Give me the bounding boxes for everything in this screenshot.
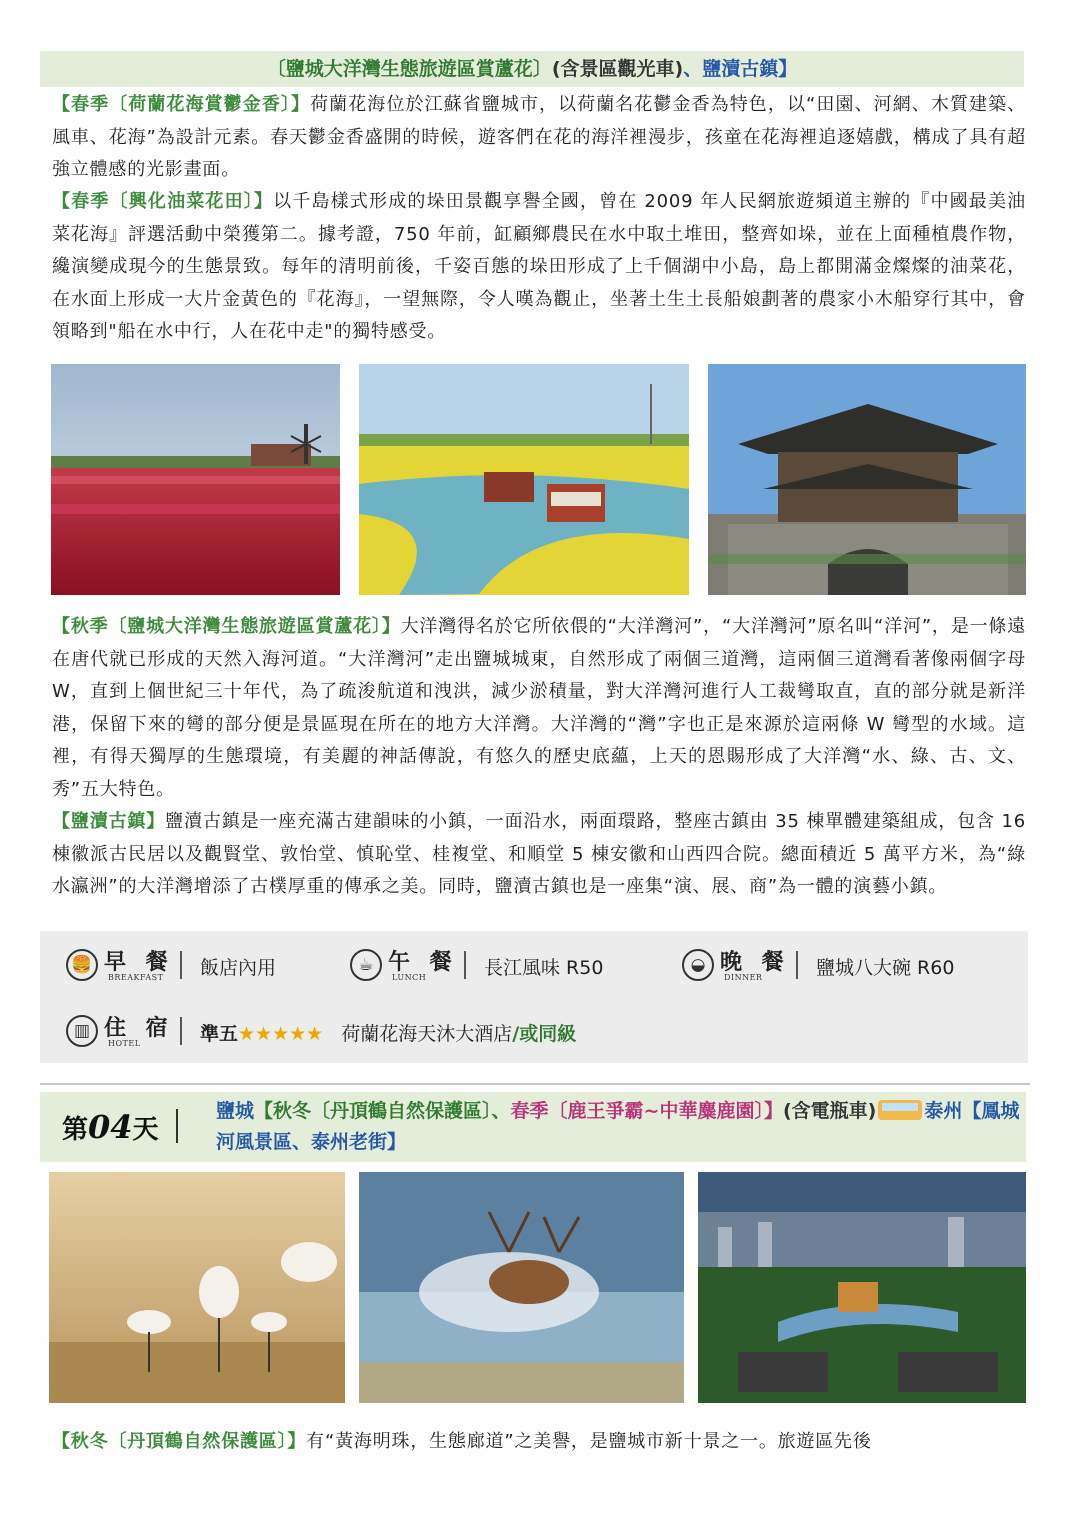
paragraph-title: 【春季〔荷蘭花海賞鬱金香〕】 [52,94,311,115]
hotel-badge [52,1009,176,1053]
meal-breakfast [52,943,352,987]
lunch-label: 午 餐 [388,950,458,975]
separator [180,951,182,979]
separator [176,1109,178,1143]
meals-box [40,931,1028,1063]
paragraph-spring-tulip [52,89,1026,187]
dinner-label-en: DINNER [724,973,763,982]
day-num: 04 [88,1108,133,1146]
day-suffix: 天 [132,1115,159,1145]
paragraph-crane-reserve [52,1426,1026,1459]
day-header [40,1092,1026,1162]
paragraph-autumn-reed [52,611,1026,806]
section-divider [40,1083,1030,1085]
star-rating-icon: ★★★★★ [238,1023,324,1045]
bus-icon [878,1100,922,1120]
day-prefix: 第 [62,1115,89,1145]
header-part1: 〔鹽城大洋灣生態旅遊區賞蘆花〕 [266,58,552,80]
paragraph-title: 【秋季〔鹽城大洋灣生態旅遊區賞蘆花〕】 [52,616,401,637]
paragraph-body: 有“黃海明珠，生態廊道”之美譽，是鹽城市新十景之一。旅遊區先後 [306,1431,872,1452]
paragraph-body: 荷蘭花海位於江蘇省鹽城市，以荷蘭名花鬱金香為特色，以“田園、河網、木質建築、風車、花海”為設計元素。春天鬱金香盛開的時候，遊客們在花的海洋裡漫步，孩童在花海裡追逐嬉戲，構成了具有超強立體感的光影畫面。 [52,94,1026,180]
route-seg2: 春季〔鹿王爭霸~中華麋鹿園〕】 [510,1100,783,1122]
paragraph-body: 以千島樣式形成的垛田景觀享譽全國，曾在 2009 年人民網旅遊頻道主辦的『中國最美油菜花海』評選活動中榮獲第二。據考證，750 年前，缸顧鄉農民在水中取土堆田，整齊如垛，並在上面種植農作物，纔演變成現今的生態景致。每年的清明前後，千姿百態的垛田形成了上千個湖中小島，島上都開滿金燦燦的油菜花，在水面上形成一大片金黃色的『花海』，一望無際，令人嘆為觀止，坐著土生土長船娘劃著的農家小木船穿行其中，會領略到"船在水中行，人在花中走"的獨特感受。 [52,191,1026,342]
header-part2: (含景區觀光車) [551,58,684,80]
photo-tulip-field [51,364,340,595]
hotel-grade: 準五 [200,1023,239,1045]
dinner-badge [668,943,792,987]
hotel-name: 荷蘭花海天沐大酒店 [341,1023,513,1045]
hotel-label-en: HOTEL [108,1039,141,1048]
dinner-value: 鹽城八大碗 R60 [816,957,955,979]
photo-ancient-gate [708,364,1026,595]
route-seg3: (含電瓶車) [782,1100,877,1122]
day-title [216,1096,1022,1158]
photo-rapeseed-boats [359,364,689,595]
separator [180,1017,182,1045]
city-taizhou: 泰州 [924,1100,963,1122]
paragraph-yandu-town [52,806,1026,904]
paragraph-title: 【春季〔興化油菜花田〕】 [52,191,274,212]
photo-milu-deer [359,1172,684,1403]
city-yancheng: 鹽城 [216,1100,255,1122]
breakfast-label: 早 餐 [104,950,174,975]
paragraph-body: 鹽瀆古鎮是一座充滿古建韻味的小鎮，一面沿水，兩面環路，整座古鎮由 35 棟單體建築組成，包含 16 棟徽派古民居以及觀賢堂、敦怡堂、慎恥堂、桂複堂、和順堂 5 棟安徽和山西四合院。總面積近 5 萬平方米，為“綠水瀛洲”的大洋灣增添了古樸厚重的傳承之美。同時，鹽瀆古鎮也是一座集“演、展、商”為一體的演藝小鎮。 [52,811,1026,897]
burger-icon: 🍔 [66,949,98,981]
route-seg4: 【鳳城河風景區、泰州老街】 [216,1100,1020,1153]
separator [464,951,466,979]
meal-lunch [336,943,676,987]
meal-hotel [52,1009,752,1053]
paragraph-spring-rapeseed [52,186,1026,349]
paragraph-title: 【鹽瀆古鎮】 [52,811,166,832]
photo-red-crowned-cranes [49,1172,345,1403]
coffee-cup-icon: ☕ [350,949,382,981]
lunch-label-en: LUNCH [392,973,427,982]
lunch-value: 長江風味 R50 [484,957,604,979]
header-part3: 、鹽瀆古鎮】 [683,58,798,80]
hotel-label: 住 宿 [104,1016,174,1041]
photo-fengcheng-river [698,1172,1026,1403]
paragraph-body: 大洋灣得名於它所依偎的“大洋灣河”，“大洋灣河”原名叫“洋河”，是一條遠在唐代就已形成的天然入海河道。“大洋灣河”走出鹽城城東，自然形成了兩個三道灣，這兩個三道灣看著像兩個字母 W，直到上個世紀三十年代，為了疏浚航道和洩洪，減少淤積量，對大洋灣河進行人工裁彎取直，直的部分就是新洋港，保留下來的彎的部分便是景區現在所在的地方大洋灣。大洋灣的“灣”字也正是來源於這兩條 W 彎型的水域。這裡，有得天獨厚的生態環境，有美麗的神話傳說，有悠久的歷史底蘊，上天的恩賜形成了大洋灣“水、綠、古、文、秀”五大特色。 [52,616,1027,800]
bowl-icon: ◒ [682,949,714,981]
separator [796,951,798,979]
breakfast-label-en: BREAKFAST [108,973,164,982]
dinner-label: 晚 餐 [720,950,790,975]
day-number [62,1108,159,1146]
hotel-alt: /或同級 [512,1023,577,1045]
lunch-badge [336,943,460,987]
breakfast-value: 飯店內用 [200,957,277,979]
breakfast-badge [52,943,176,987]
section-header [40,51,1024,87]
meal-dinner [668,943,1008,987]
hotel-value [200,1019,576,1046]
building-icon: ▥ [66,1015,98,1047]
route-seg1: 【秋冬〔丹頂鶴自然保護區〕、 [254,1100,511,1122]
paragraph-title: 【秋冬〔丹頂鶴自然保護區〕】 [52,1431,307,1452]
